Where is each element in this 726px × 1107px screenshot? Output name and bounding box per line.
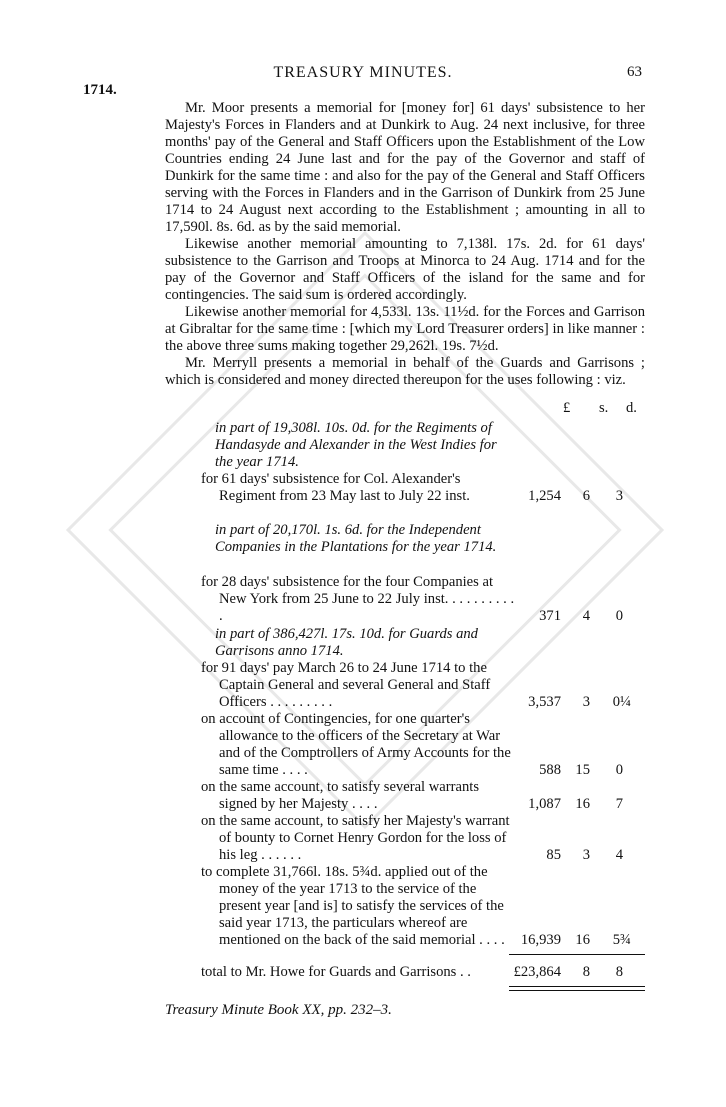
amount-pounds: 588 bbox=[539, 762, 561, 778]
column-header-shillings: s. bbox=[599, 400, 609, 416]
margin-year: 1714. bbox=[83, 82, 117, 98]
double-rule-bottom bbox=[509, 990, 645, 991]
ledger-item-text: on the same account, to satisfy several warrants signed by her Majesty . . . . bbox=[201, 779, 479, 812]
amount-pounds: 371 bbox=[539, 608, 561, 624]
amount-shillings: 16 bbox=[575, 932, 590, 948]
amount-pounds: 85 bbox=[546, 847, 561, 863]
amount-pence: 3 bbox=[615, 488, 623, 504]
ledger-heading: in part of 20,170l. 1s. 6d. for the Independent Companies in the Plantations for the year 1714. bbox=[215, 522, 497, 555]
column-header-pounds: £ bbox=[563, 400, 571, 416]
ledger-item-text: for 61 days' subsistence for Col. Alexander's Regiment from 23 May last to July 22 inst. bbox=[201, 471, 470, 504]
total-shillings: 8 bbox=[582, 964, 590, 980]
amount-pounds: 3,537 bbox=[528, 694, 561, 710]
total-text: total to Mr. Howe for Guards and Garrisons . . bbox=[201, 964, 471, 980]
amount-shillings: 3 bbox=[582, 847, 590, 863]
paragraph: Mr. Moor presents a memorial for [money for] 61 days' subsistence to her Majesty's Forces in Flanders and at Dunkirk to Aug. 24 next inclusive, for three months' pay of the General and Staff Officers upon the Establishment of the Low Countries ending 24 June last and for the pay of the Governor and staff of Dunkirk for the same time : and also for the pay of the General and Staff Officers serving with the Forces in Flanders and in the Garrison of Dunkirk from 25 June 1714 to 24 August next according to the Establishment ; amounting in all to 17,590l. 8s. 6d. as by the said memorial. bbox=[165, 100, 645, 235]
page-title: TREASURY MINUTES. bbox=[273, 64, 453, 81]
minute-text bbox=[165, 100, 645, 389]
amount-shillings: 3 bbox=[582, 694, 590, 710]
amount-pence: 0 bbox=[615, 762, 623, 778]
amount-pence: 5¾ bbox=[612, 932, 631, 948]
amount-shillings: 15 bbox=[575, 762, 590, 778]
amount-pence: 0¼ bbox=[612, 694, 631, 710]
amount-pounds: 1,087 bbox=[528, 796, 561, 812]
amount-pounds: 1,254 bbox=[528, 488, 561, 504]
amount-pence: 7 bbox=[615, 796, 623, 812]
ledger-item-text: on account of Contingencies, for one quarter's allowance to the officers of the Secretary at War and of the Comptrollers of Army Accounts for the same time . . . . bbox=[201, 711, 511, 778]
ledger-item-text: on the same account, to satisfy her Majesty's warrant of bounty to Cornet Henry Gordon for the loss of his leg . . . . . . bbox=[201, 813, 510, 863]
amount-shillings: 4 bbox=[582, 608, 590, 624]
double-rule-top bbox=[509, 986, 645, 987]
running-head bbox=[0, 64, 726, 98]
paragraph: Mr. Merryll presents a memorial in behalf of the Guards and Garrisons ; which is considered and money directed thereupon for the uses following : viz. bbox=[165, 355, 645, 388]
amount-pounds: 16,939 bbox=[520, 932, 561, 948]
page-number: 63 bbox=[627, 64, 642, 80]
paragraph: Likewise another memorial for 4,533l. 13s. 11½d. for the Forces and Garrison at Gibraltar for the same time : [which my Lord Treasurer orders] in like manner : the above three sums making together 29,262l. 19s. 7½d. bbox=[165, 304, 645, 354]
ledger-item-text: to complete 31,766l. 18s. 5¾d. applied out of the money of the year 1713 to the service of the present year [and is] to satisfy the services of the said year 1713, the particulars whereof are mentioned on the back of the said memorial . . . . bbox=[201, 864, 505, 948]
ledger-heading: in part of 19,308l. 10s. 0d. for the Regiments of Handasyde and Alexander in the West Indies for the year 1714. bbox=[215, 420, 497, 470]
ledger-item-text: for 91 days' pay March 26 to 24 June 1714 to the Captain General and several General and Staff Officers . . . . . . . . . bbox=[201, 660, 491, 710]
ledger-heading: in part of 386,427l. 17s. 10d. for Guards and Garrisons anno 1714. bbox=[215, 626, 478, 659]
amount-shillings: 6 bbox=[582, 488, 590, 504]
amount-pence: 0 bbox=[615, 608, 623, 624]
total-pence: 8 bbox=[615, 964, 623, 980]
amount-shillings: 16 bbox=[575, 796, 590, 812]
ledger-item-text: for 28 days' subsistence for the four Companies at New York from 25 June to 22 July inst. . . . . . . . . . . bbox=[201, 574, 515, 624]
total-pounds: £23,864 bbox=[513, 964, 561, 980]
paragraph: Likewise another memorial amounting to 7,138l. 17s. 2d. for 61 days' subsistence to the Garrison and Troops at Minorca to 24 Aug. 1714 and for the pay of the Governor and Staff Officers of the island for the same and for contingencies. The said sum is ordered accordingly. bbox=[165, 236, 645, 303]
amount-pence: 4 bbox=[615, 847, 623, 863]
source-citation: Treasury Minute Book XX, pp. 232–3. bbox=[165, 1002, 392, 1018]
sum-rule bbox=[509, 954, 645, 955]
column-header-pence: d. bbox=[626, 400, 637, 416]
